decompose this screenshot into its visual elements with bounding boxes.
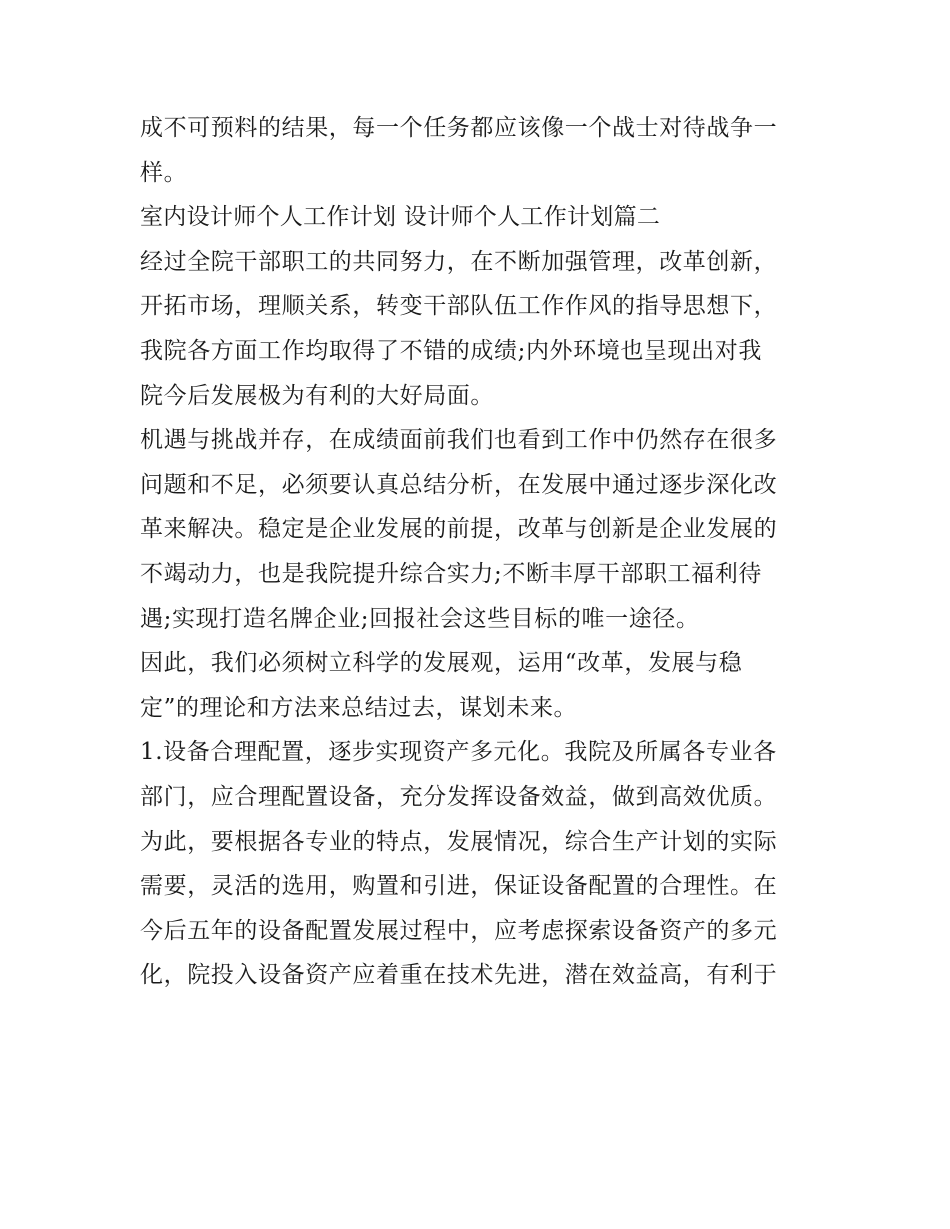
- text-line: 化，院投入设备资产应着重在技术先进，潜在效益高，有利于: [140, 962, 778, 989]
- text-line: 开拓市场，理顺关系，转变干部队伍工作作风的指导思想下，: [140, 293, 778, 320]
- text-line: 经过全院干部职工的共同努力，在不断加强管理，改革创新，: [140, 248, 778, 275]
- section-heading: 室内设计师个人工作计划 设计师个人工作计划篇二: [140, 204, 661, 231]
- text-line: 成不可预料的结果，每一个任务都应该像一个战士对待战争一: [140, 115, 778, 141]
- text-line: 今后五年的设备配置发展过程中，应考虑探索设备资产的多元: [140, 917, 778, 944]
- text-line: 样。: [140, 159, 188, 186]
- text-line: 1.设备合理配置，逐步实现资产多元化。我院及所属各专业各: [140, 739, 777, 766]
- text-line: 我院各方面工作均取得了不错的成绩;内外环境也呈现出对我: [140, 337, 762, 364]
- text-line: 定”的理论和方法来总结过去，谋划未来。: [140, 694, 578, 721]
- text-line: 需要，灵活的选用，购置和引进，保证设备配置的合理性。在: [140, 873, 778, 900]
- text-line: 机遇与挑战并存，在成绩面前我们也看到工作中仍然存在很多: [140, 427, 778, 454]
- text-line: 革来解决。稳定是企业发展的前提，改革与创新是企业发展的: [140, 516, 778, 543]
- document-body: [140, 106, 820, 998]
- text-line: 遇;实现打造名牌企业;回报社会这些目标的唯一途径。: [140, 605, 700, 632]
- text-line: 问题和不足，必须要认真总结分析，在发展中通过逐步深化改: [140, 471, 778, 498]
- text-line: 为此，要根据各专业的特点，发展情况，综合生产计划的实际: [140, 828, 778, 855]
- text-line: 不竭动力，也是我院提升综合实力;不断丰厚干部职工福利待: [140, 560, 762, 587]
- text-line: 因此，我们必须树立科学的发展观，运用“改革，发展与稳: [140, 650, 743, 677]
- text-line: 院今后发展极为有利的大好局面。: [140, 382, 494, 409]
- text-line: 部门，应合理配置设备，充分发挥设备效益，做到高效优质。: [140, 783, 778, 810]
